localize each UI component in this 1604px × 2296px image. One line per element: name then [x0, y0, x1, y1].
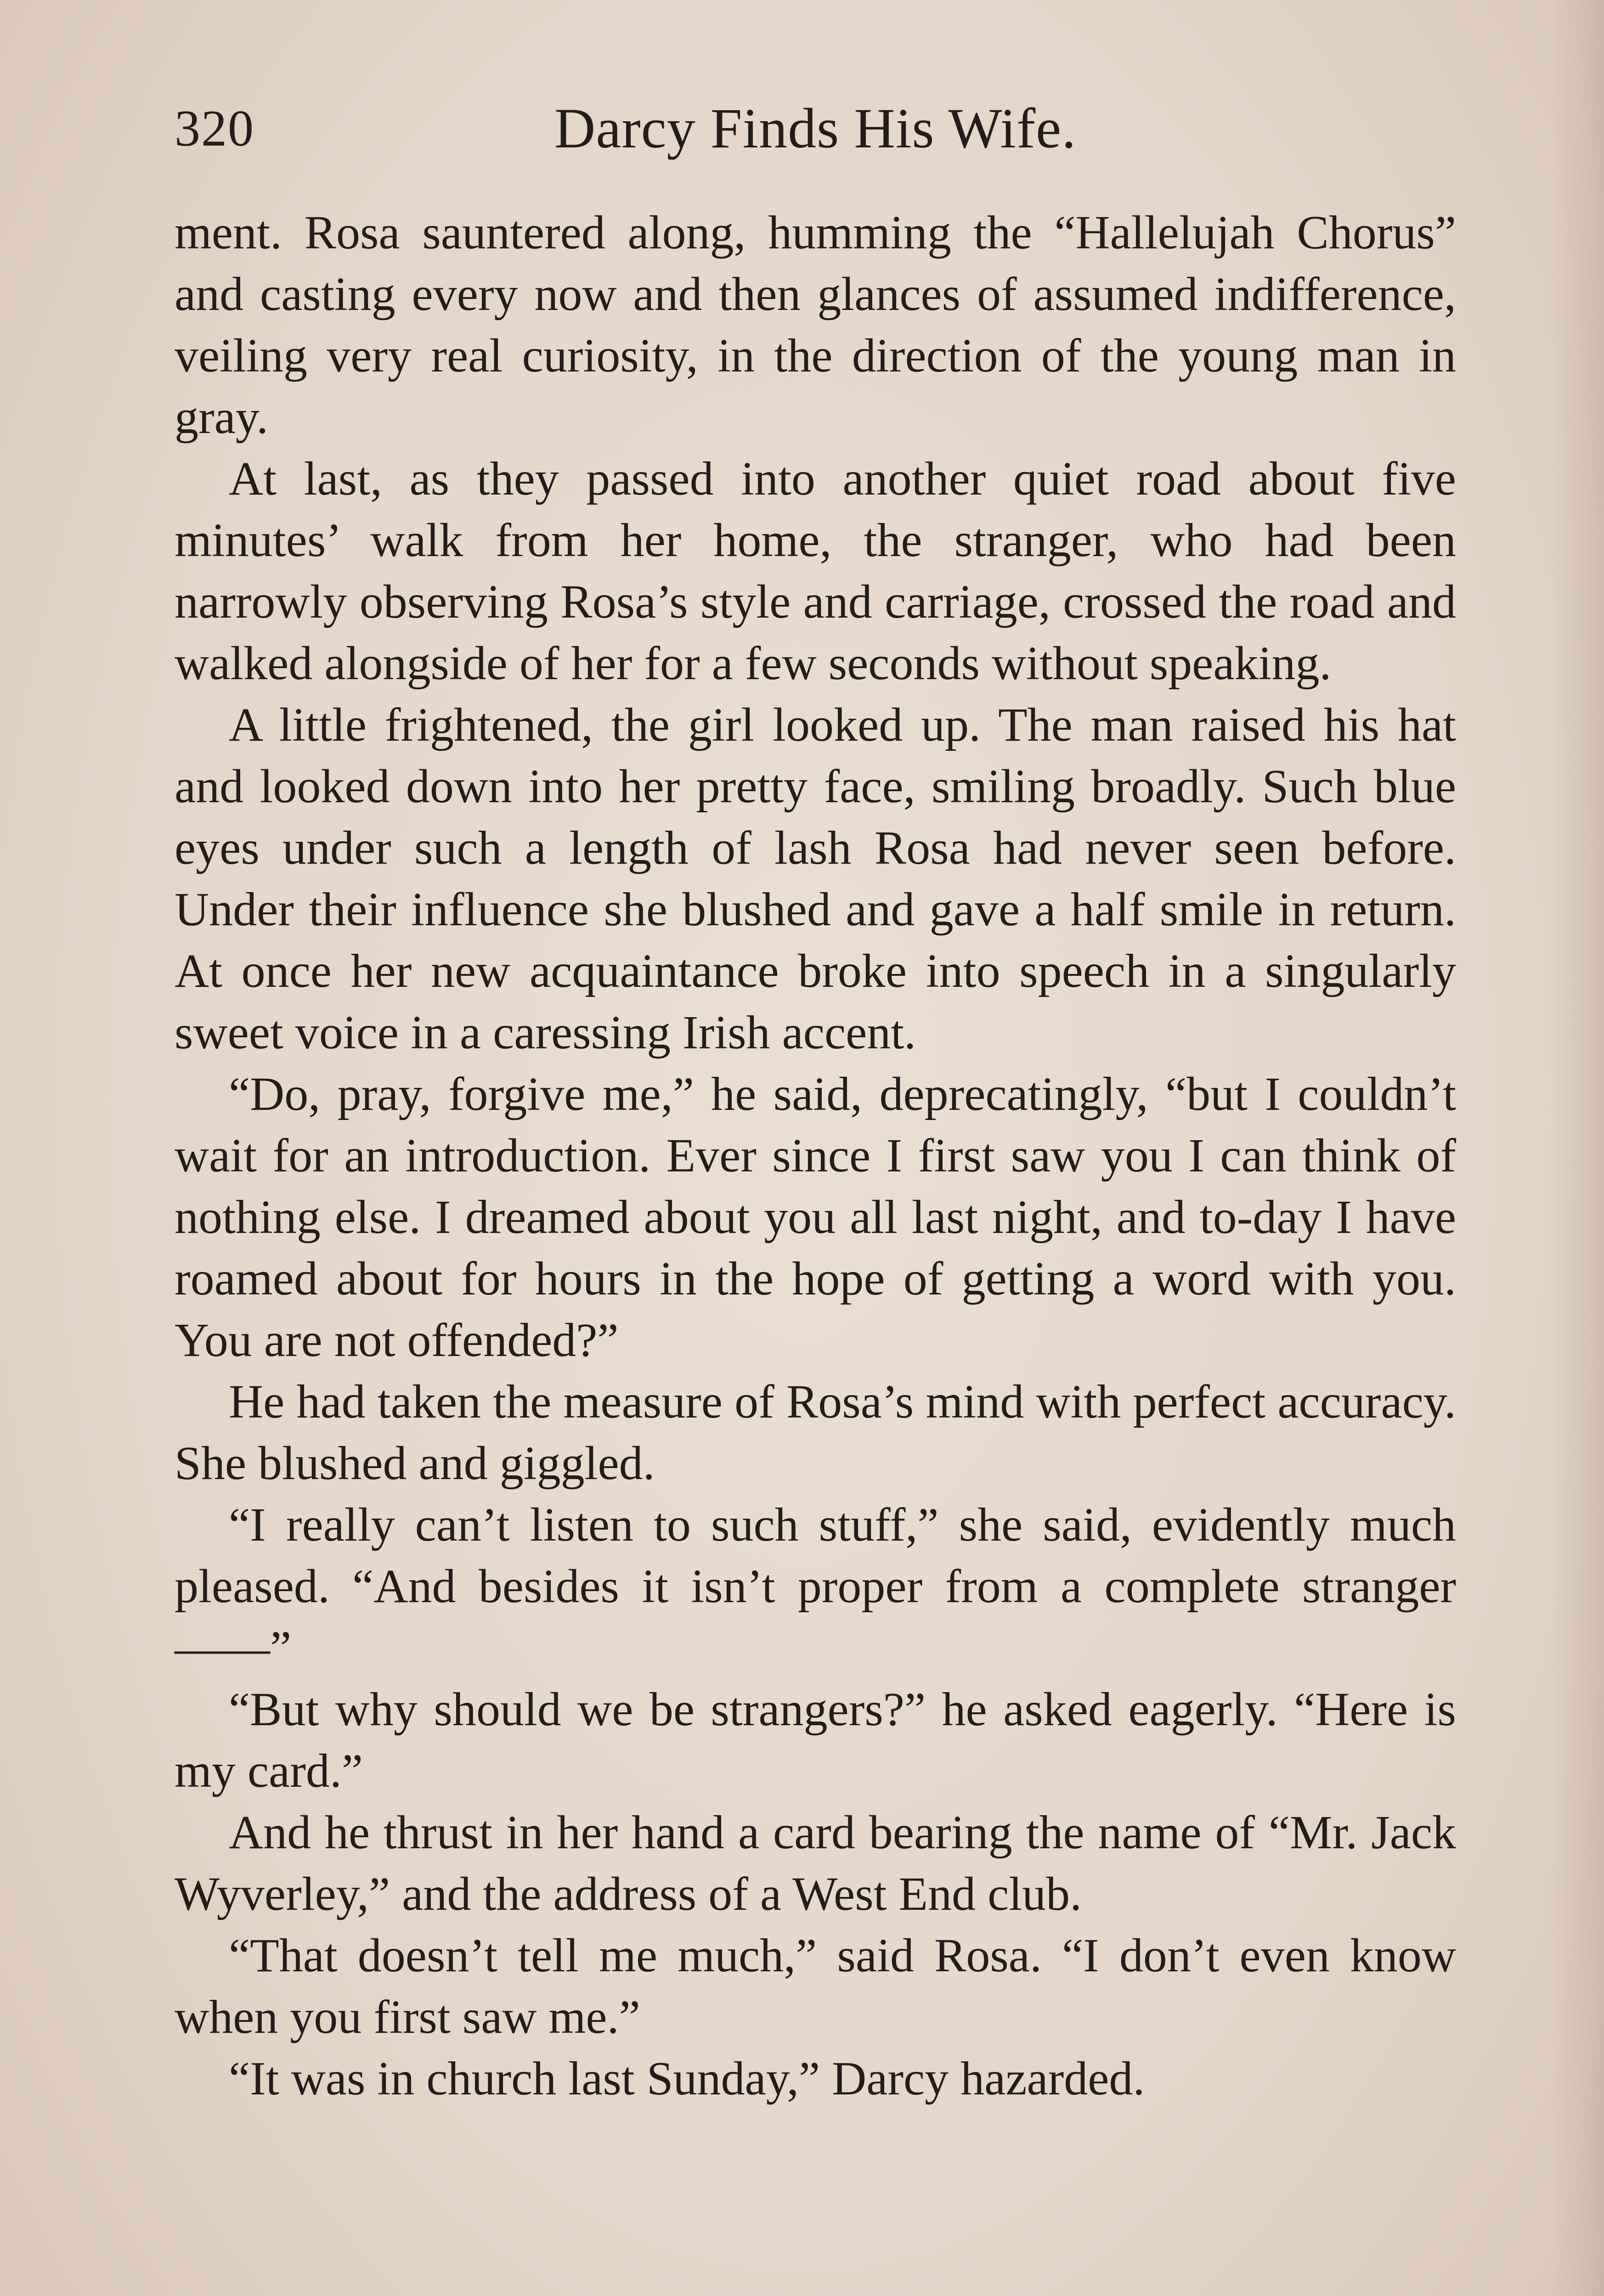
paragraph-3: A little frightened, the girl looked up. The man raised his hat and looked down into her pretty face, smiling broadly. Such blue eyes under such a length of lash Rosa had never seen before. Under their influence she blushed and gave a half smile in return. At once her new acquaintance broke into speech in a singularly sweet voice in a caressing Irish accent. [175, 698, 1456, 1059]
paragraph-10: “It was in church last Sunday,” Darcy hazarded. [229, 2052, 1145, 2105]
paragraph-5: He had taken the measure of Rosa’s mind with perfect accuracy. She blushed and giggled. [175, 1375, 1456, 1490]
paragraph-9: “That doesn’t tell me much,” said Rosa. “I don’t even know when you first saw me.” [175, 1929, 1456, 2043]
page-edge-shadow [1549, 0, 1604, 2296]
paragraph-2: At last, as they passed into another quiet road about five minutes’ walk from her home, the stranger, who had been narrowly observing Rosa’s style and carriage, crossed the road and walked alongside of her for a few seconds without speaking. [175, 452, 1456, 690]
page-number: 320 [175, 100, 254, 157]
running-title: Darcy Finds His Wife. [554, 97, 1077, 160]
paragraph-6: “I really can’t listen to such stuff,” she said, evidently much pleased. “And besides it isn’t proper from a complete stranger——” [175, 1498, 1456, 1674]
body-text [175, 202, 1456, 2110]
paragraph-1: ment. Rosa sauntered along, humming the “Hallelujah Chorus” and casting every now and then glances of assumed indifference, veiling very real curiosity, in the direction of the young man in gray. [175, 206, 1456, 444]
paragraph-4: “Do, pray, forgive me,” he said, deprecatingly, “but I couldn’t wait for an introduction. Ever since I first saw you I can think of nothing else. I dreamed about you all last night, and to-day I have roamed about for hours in the hope of getting a word with you. You are not offended?” [175, 1068, 1456, 1367]
paragraph-8: And he thrust in her hand a card bearing the name of “Mr. Jack Wyverley,” and the address of a West End club. [175, 1806, 1456, 1920]
paragraph-7: “But why should we be strangers?” he asked eagerly. “Here is my card.” [175, 1683, 1456, 1797]
page-header [175, 87, 1456, 161]
